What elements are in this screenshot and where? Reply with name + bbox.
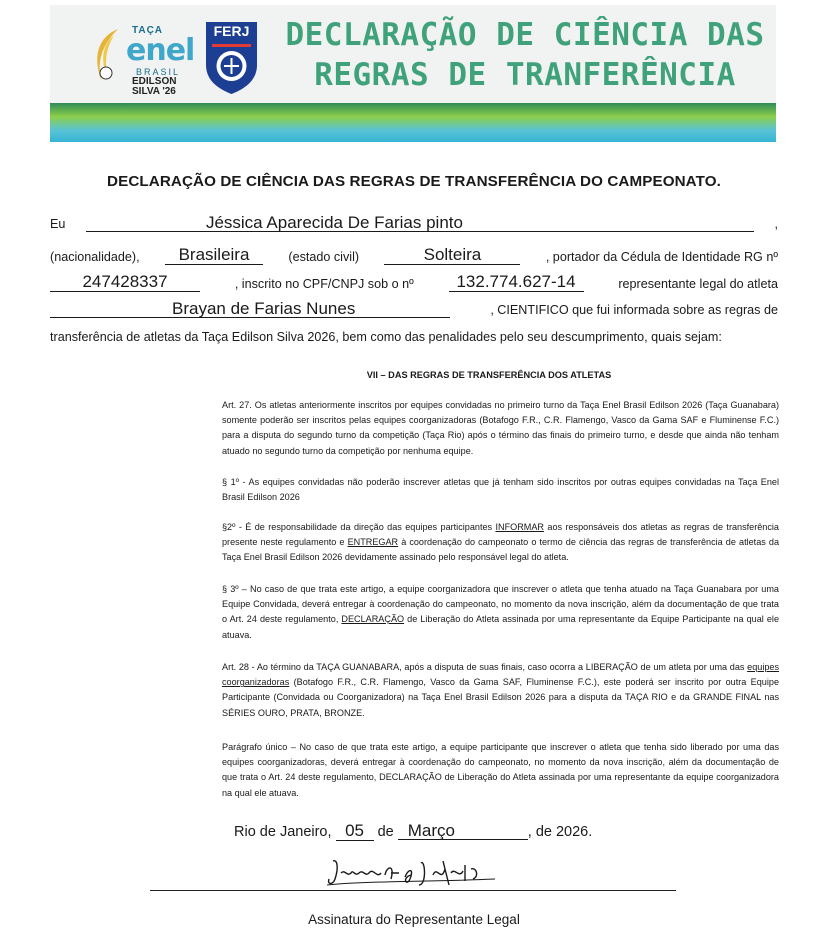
civil-status-field: Solteira xyxy=(384,246,520,265)
nationality-line xyxy=(50,246,778,265)
eu-label: Eu xyxy=(50,217,66,231)
athlete-name-field: Brayan de Farias Nunes xyxy=(50,300,450,318)
cpf-label: , inscrito no CPF/CNPJ sob o nº xyxy=(234,277,414,291)
handwritten-signature xyxy=(325,855,505,891)
p2-entregar: ENTREGAR xyxy=(347,537,399,548)
p3-text-a: § 3º – No caso de que trata este artigo, a equipe coorganizadora que inscrever o atleta que tenha atuado na Taça Guanabara por uma Equipe Convidada, deverá entregar à coordenação do campeonato, no momento da nova inscrição, além da documentação de que trata o Art. 24 deste regulamento, xyxy=(222,584,779,625)
art28-text-a: Art. 28 - Ao término da TAÇA GUANABARA, após a disputa de suas finais, caso ocorra a LIBERAÇÃO de um atleta por uma das xyxy=(222,662,748,672)
logo-edilson-silva xyxy=(132,77,176,97)
p2-text-b: aos responsáveis dos atletas as regras de transferência presente neste regulamento e xyxy=(222,522,779,548)
header-banner xyxy=(50,5,776,142)
paragraph-3 xyxy=(222,582,779,643)
intro-last-line: transferência de atletas da Taça Edilson Silva 2026, bem como das penalidades pelo seu descumprimento, quais sejam: xyxy=(50,330,722,344)
day-field: 05 xyxy=(336,822,374,841)
paragrafo-unico: Parágrafo único – No caso de que trata este artigo, a equipe participante que inscrever o atleta que tenha sido liberado por uma das equipes coorganizadoras, deverá entregar à coordenação do campeonato, no momento da nova inscrição, além da documentação de que trata o Art. 24 deste regulamento, DECLARAÇÃO de Liberação do Atleta assinada por uma representante da equipe coorganizadora na qual ele atuava. xyxy=(222,742,779,798)
p2-text-c: à coordenação do campeonato o termo de ciência das regras de transferência de atletas da Taça Enel Brasil Edilson 2026 devidamente assinado pelo responsável legal do atleta. xyxy=(222,537,779,563)
banner-title-line1: DECLARAÇÃO DE CIÊNCIA DAS xyxy=(285,17,765,53)
logo-brasil: BRASIL xyxy=(136,67,181,77)
city: Rio de Janeiro, xyxy=(234,824,332,840)
p2-text-a: §2º - É de responsabilidade da direção das equipes participantes xyxy=(222,522,496,532)
signature-line xyxy=(150,890,676,891)
logo-enel: enel xyxy=(126,33,195,68)
p2-informar: INFORMAR xyxy=(495,522,544,532)
taca-enel-logo xyxy=(88,17,203,97)
shield-text: FERJ xyxy=(213,23,250,39)
p3-declaracao: DECLARAÇÃO xyxy=(341,614,405,625)
logo-edilson: EDILSON xyxy=(132,76,177,87)
art27-paragraph: Art. 27. Os atletas anteriormente inscritos por equipes convidadas no primeiro turno da Taça Enel Brasil Edilson 2026 (Taça Guanabara) somente poderão ser inscritos pelas equipes coorganizadoras (Botafogo F.R., C.R. Flamengo, Vasco da Gama SAF e Fluminense F.C.) para a disputa do segundo turno da competição (Taça Rio) após o término das finais do primeiro turno, e desde que ainda não tenham atuado no segundo turno da competição por nenhuma equipe. xyxy=(222,400,779,456)
cpf-field: 132.774.627-14 xyxy=(449,273,584,292)
declarant-line xyxy=(50,214,778,232)
month-field: Março xyxy=(398,822,528,840)
rg-field: 247428337 xyxy=(50,273,200,292)
nationality-field: Brasileira xyxy=(165,246,263,265)
rg-cpf-line xyxy=(50,273,778,292)
art28-text-b: (Botafogo F.R., C.R. Flamengo, Vasco da Gama SAF, Fluminense F.C.), este poderá ser inscrito por outra Equipe Participante (Convidada ou Coorganizadora) na Taça Enel Brasil Edilson 2026 para a disputa da TAÇA RIO e da GRANDE FINAL nas SÉRIES OURO, PRATA, BRONZE. xyxy=(222,677,779,718)
date-line xyxy=(234,822,592,841)
declarant-name-field: Jéssica Aparecida De Farias pinto xyxy=(86,214,754,232)
art28-paragraph xyxy=(222,660,779,721)
comma: , xyxy=(774,217,778,231)
nationality-label: (nacionalidade), xyxy=(50,250,140,264)
rg-label: , portador da Cédula de Identidade RG nº xyxy=(545,250,778,264)
banner-title-line2: REGRAS DE TRANFERÊNCIA xyxy=(314,57,736,93)
civil-status-label: (estado civil) xyxy=(288,250,360,264)
document-title: DECLARAÇÃO DE CIÊNCIA DAS REGRAS DE TRANSFERÊNCIA DO CAMPEONATO. xyxy=(107,173,721,190)
section-title: VII – DAS REGRAS DE TRANSFERÊNCIA DOS ATLETAS xyxy=(366,370,612,380)
year-text: , de 2026. xyxy=(527,824,593,840)
logo-silva: SILVA '26 xyxy=(132,86,176,97)
de-label: de xyxy=(377,824,394,840)
athlete-line xyxy=(50,300,778,318)
art28-equipes: equipes coorganizadoras xyxy=(222,662,779,688)
gradient-stripe xyxy=(50,103,776,142)
cientifico-text: , CIENTIFICO que fui informada sobre as regras de xyxy=(490,303,778,317)
ferj-shield-logo xyxy=(204,20,259,95)
signature-label: Assinatura do Representante Legal xyxy=(308,912,520,927)
logo-taca: TAÇA xyxy=(132,25,164,36)
banner-title xyxy=(275,15,775,95)
paragraph-2 xyxy=(222,520,779,566)
legal-rep-label: representante legal do atleta xyxy=(618,277,778,291)
paragraph-1: § 1º - As equipes convidadas não poderão inscrever atletas que já tenham sido inscritos por outras equipes convidadas na Taça Enel Brasil Edilson 2026 xyxy=(222,477,779,503)
p3-text-b: de Liberação do Atleta assinada por uma representante da Equipe Participante na qual ele atuava. xyxy=(222,614,780,640)
